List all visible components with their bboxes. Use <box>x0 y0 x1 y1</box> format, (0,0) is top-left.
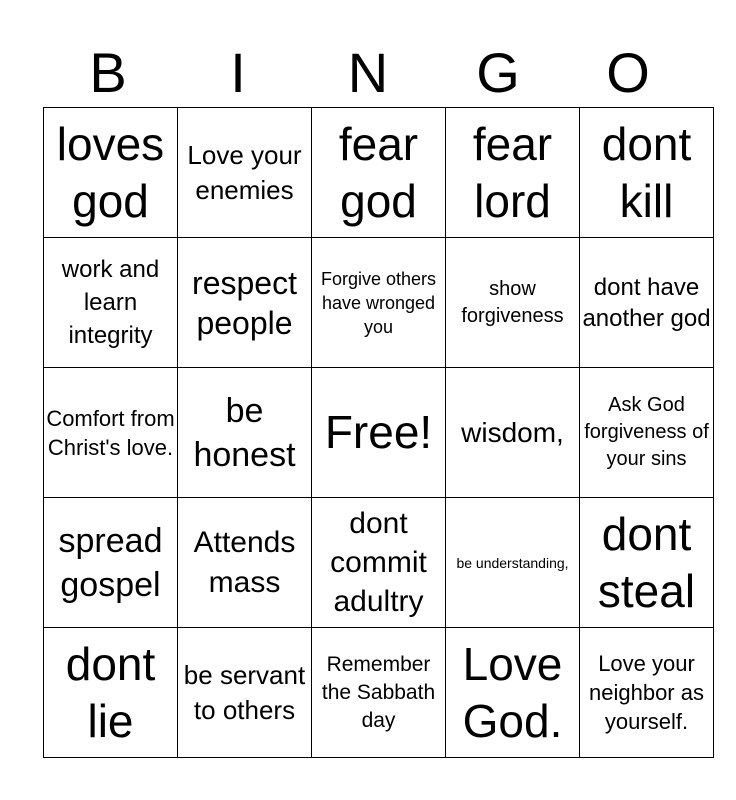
bingo-board <box>43 107 714 758</box>
board-cell <box>44 498 178 628</box>
board-cell <box>446 368 580 498</box>
cell-text: wisdom, <box>461 417 564 448</box>
board-cell <box>178 368 312 498</box>
cell-text: dont have another god <box>582 273 711 332</box>
board-cell <box>446 238 580 368</box>
board-row <box>44 498 714 628</box>
cell-text: loves god <box>56 117 165 227</box>
cell-text: Love God. <box>462 637 563 747</box>
board-cell <box>312 628 446 758</box>
board-cell <box>178 108 312 238</box>
board-cell <box>580 368 714 498</box>
cell-text: fear god <box>338 117 419 227</box>
board-cell <box>580 498 714 628</box>
board-cell <box>446 498 580 628</box>
header-letter-o: O <box>606 41 650 104</box>
cell-text: respect people <box>192 264 297 341</box>
cell-text: be understanding, <box>456 554 569 571</box>
cell-text: Love your neighbor as yourself. <box>589 651 704 734</box>
board-cell <box>312 238 446 368</box>
board-cell <box>178 238 312 368</box>
cell-text: work and learn integrity <box>61 256 160 349</box>
cell-text: Comfort from Christ's love. <box>46 405 175 460</box>
board-cell <box>312 498 446 628</box>
bingo-header <box>43 40 693 106</box>
board-cell <box>44 628 178 758</box>
header-letter-g: G <box>476 41 520 104</box>
board-cell <box>446 108 580 238</box>
board-cell <box>178 498 312 628</box>
board-row <box>44 628 714 758</box>
cell-text: Love your enemies <box>187 139 302 205</box>
cell-text: Forgive others have wronged you <box>320 268 437 337</box>
header-letter-n: N <box>347 41 389 104</box>
board-cell <box>312 108 446 238</box>
header-letter-i: I <box>230 41 246 104</box>
cell-text: Free! <box>324 406 433 458</box>
cell-text: Ask God forgiveness of your sins <box>584 394 709 470</box>
board-cell <box>178 628 312 758</box>
board-row <box>44 368 714 498</box>
board-cell <box>446 628 580 758</box>
cell-text: fear lord <box>472 117 553 227</box>
cell-text: dont kill <box>601 117 692 227</box>
board-cell <box>580 108 714 238</box>
cell-text: show forgiveness <box>461 277 564 327</box>
cell-text: be honest <box>193 391 296 474</box>
board-cell <box>44 108 178 238</box>
cell-text: Attends mass <box>193 525 296 599</box>
board-row <box>44 238 714 368</box>
cell-text: dont commit adultry <box>330 507 427 618</box>
board-row <box>44 108 714 238</box>
board-cell <box>580 628 714 758</box>
board-cell <box>312 368 446 498</box>
cell-text: spread gospel <box>58 521 163 604</box>
cell-text: Remember the Sabbath day <box>321 652 436 732</box>
cell-text: dont steal <box>597 507 696 617</box>
board-cell <box>580 238 714 368</box>
header-letter-b: B <box>89 41 127 104</box>
cell-text: dont lie <box>65 637 156 747</box>
cell-text: be servant to others <box>183 659 306 725</box>
board-cell <box>44 238 178 368</box>
board-cell <box>44 368 178 498</box>
